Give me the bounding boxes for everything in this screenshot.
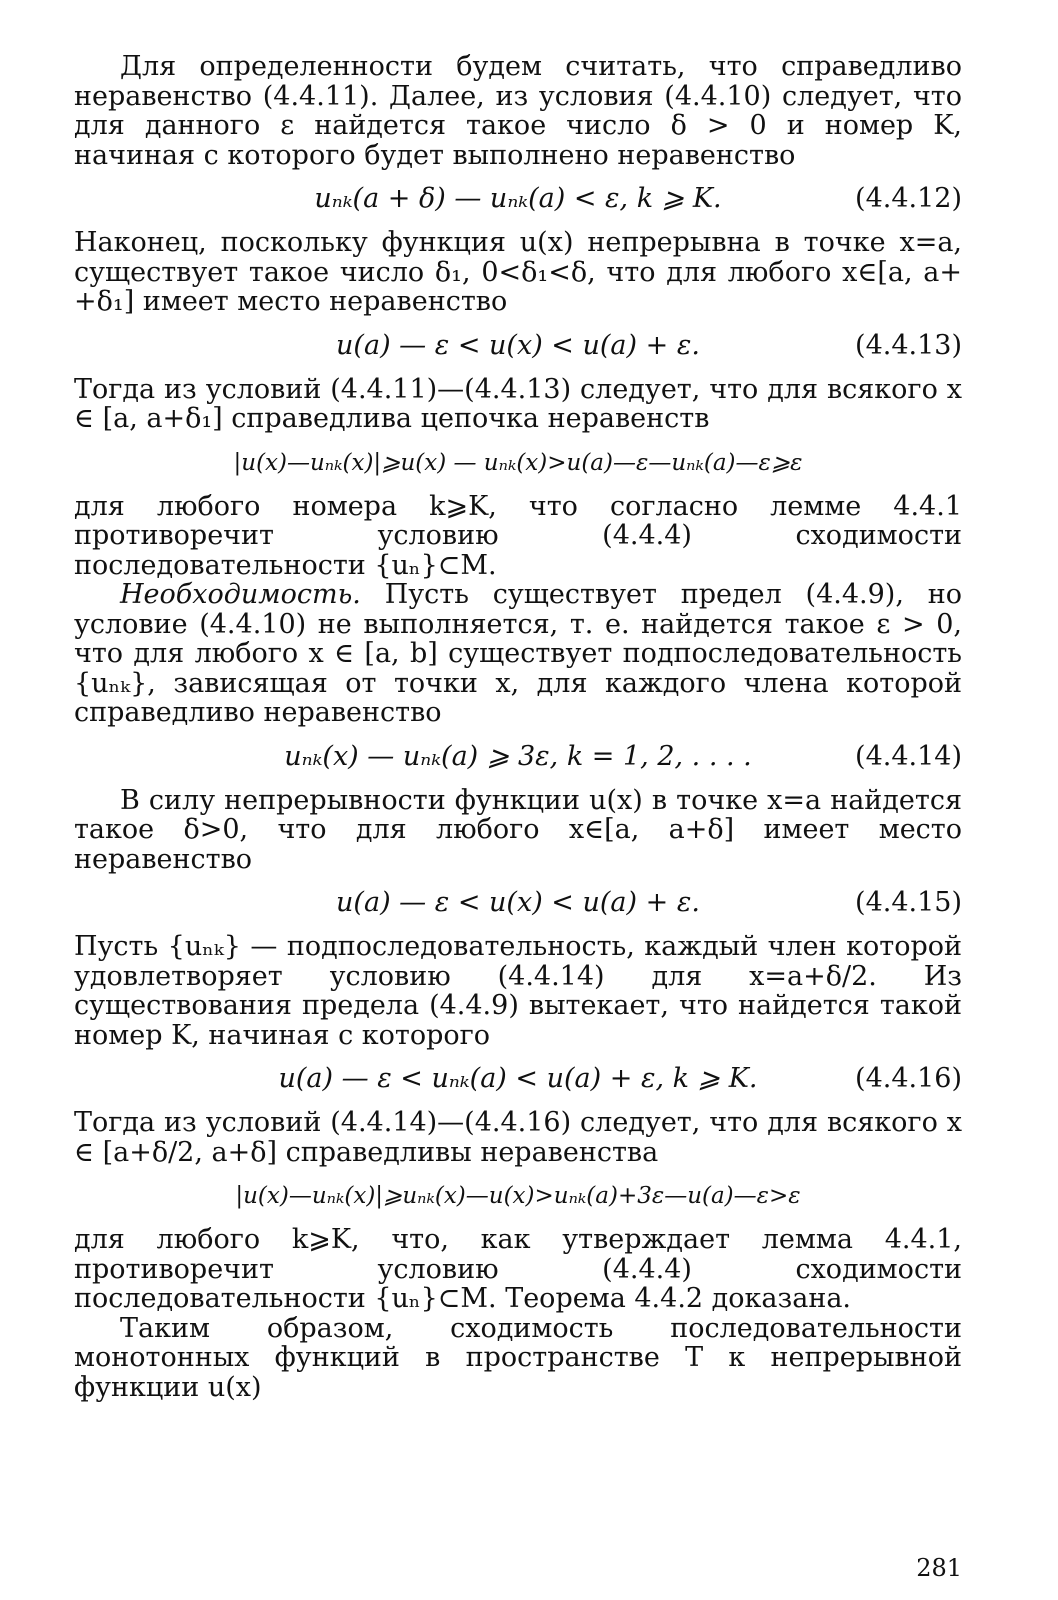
equation-4-4-16	[74, 1050, 962, 1108]
equation-4-4-12	[74, 170, 962, 228]
paragraph-3: Тогда из условий (4.4.11)—(4.4.13) следует, что для всякого x ∈ [a, a+δ₁] справедлива цепочка неравенств	[74, 373, 962, 434]
equation-number: (4.4.12)	[855, 183, 962, 214]
page-body	[74, 52, 962, 1402]
paragraph-necessity	[74, 580, 962, 728]
equation-4-4-13	[74, 317, 962, 375]
paragraph-8: для любого k⩾K, что, как утверждает лемма 4.4.1, противоречит условию (4.4.4) сходимости последовательности {uₙ}⊂M. Теорема 4.4.2 доказана.	[74, 1224, 962, 1314]
page-number: 281	[916, 1554, 962, 1582]
paragraph-4: для любого номера k⩾K, что согласно лемме 4.4.1 противоречит условию (4.4.4) сходимости последовательности {uₙ}⊂M.	[74, 490, 962, 581]
equation-number: (4.4.13)	[855, 329, 962, 361]
equation-expr: |u(x)—uₙₖ(x)|⩾u(x) — uₙₖ(x)>u(a)—ε—uₙₖ(a)—ε⩾ε	[233, 449, 803, 476]
inequality-chain-1	[74, 434, 962, 492]
equation-expr: u(a) — ε < u(x) < u(a) + ε.	[336, 887, 700, 918]
equation-expr: uₙₖ(x) — uₙₖ(a) ⩾ 3ε, k = 1, 2, . . . .	[284, 740, 752, 772]
equation-expr: |u(x)—uₙₖ(x)|⩾uₙₖ(x)—u(x)>uₙₖ(a)+3ε—u(a)—ε>ε	[235, 1183, 801, 1209]
equation-number: (4.4.16)	[855, 1063, 962, 1094]
equation-expr: u(a) — ε < u(x) < u(a) + ε.	[336, 329, 700, 361]
paragraph-5: В силу непрерывности функции u(x) в точке x=a найдется такое δ>0, что для любого x∈[a, a+δ] имеет место неравенство	[74, 784, 962, 875]
equation-expr: uₙₖ(a + δ) — uₙₖ(a) < ε, k ⩾ K.	[314, 183, 722, 214]
inequality-chain-2	[74, 1167, 962, 1225]
equation-4-4-14	[74, 728, 962, 786]
equation-expr: u(a) — ε < uₙₖ(a) < u(a) + ε, k ⩾ K.	[278, 1063, 758, 1094]
equation-number: (4.4.15)	[855, 887, 962, 918]
equation-number: (4.4.14)	[855, 740, 962, 772]
necessity-heading: Необходимость.	[120, 579, 361, 610]
equation-4-4-15	[74, 874, 962, 932]
paragraph-9: Таким образом, сходимость последовательности монотонных функций в пространстве T к непрерывной функции u(x)	[74, 1312, 962, 1403]
necessity-text: Пусть существует предел (4.4.9), но условие (4.4.10) не выполняется, т. е. найдется такое ε > 0, что для любого x ∈ [a, b] существует подпоследовательность {uₙₖ}, зависящая от точки x, для каждого члена которой справедливо неравенство	[74, 579, 962, 728]
paragraph-7: Тогда из условий (4.4.14)—(4.4.16) следует, что для всякого x ∈ [a+δ/2, a+δ] справедливы неравенства	[74, 1107, 962, 1168]
paragraph-1: Для определенности будем считать, что справедливо неравенство (4.4.11). Далее, из условия (4.4.10) следует, что для данного ε найдется такое число δ > 0 и номер K, начиная с которого будет выполнено неравенство	[74, 51, 962, 171]
paragraph-6: Пусть {uₙₖ} — подпоследовательность, каждый член которой удовлетворяет условию (4.4.14) для x=a+δ/2. Из существования предела (4.4.9) вытекает, что найдется такой номер K, начиная с которого	[74, 931, 962, 1051]
paragraph-2: Наконец, поскольку функция u(x) непрерывна в точке x=a, существует такое число δ₁, 0<δ₁<δ, что для любого x∈[a, a+ +δ₁] имеет место неравенство	[74, 227, 962, 317]
